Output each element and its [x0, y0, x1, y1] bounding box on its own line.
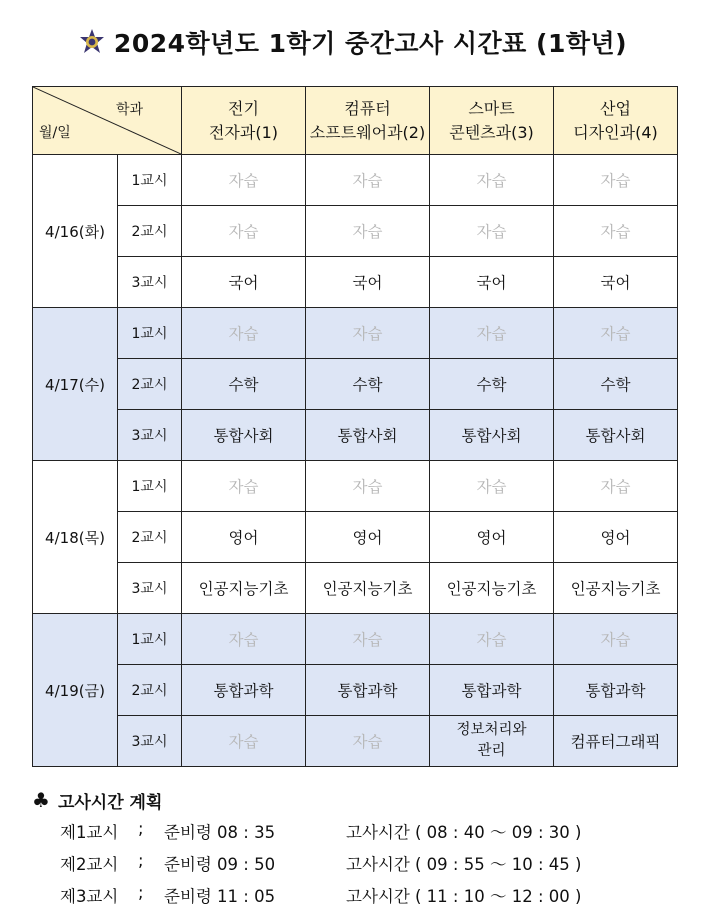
period-label: 제3교시: [60, 887, 119, 906]
period-cell: 1교시: [118, 308, 182, 359]
dept-header: 컴퓨터 소프트웨어과(2): [306, 87, 430, 155]
plan-row: [32, 815, 692, 846]
prep-time: 준비령 08 : 35: [164, 823, 276, 842]
subject-cell: 자습: [182, 308, 306, 359]
separator: ;: [138, 851, 144, 870]
period-cell: 3교시: [118, 410, 182, 461]
subject-cell: 자습: [182, 461, 306, 512]
period-cell: 1교시: [118, 614, 182, 665]
period-cell: 2교시: [118, 512, 182, 563]
corner-header: [33, 87, 182, 155]
subject-cell: 자습: [182, 614, 306, 665]
subject-cell: 인공지능기초: [554, 563, 678, 614]
subject-cell: 자습: [182, 206, 306, 257]
subject-cell: 통합사회: [182, 410, 306, 461]
dept-header: 산업 디자인과(4): [554, 87, 678, 155]
subject-cell: 국어: [306, 257, 430, 308]
table-row: [33, 410, 678, 461]
corner-label-dept: 학과: [115, 102, 143, 118]
subject-cell: 자습: [306, 206, 430, 257]
subject-cell: 자습: [306, 614, 430, 665]
subject-cell: 통합사회: [430, 410, 554, 461]
subject-cell: 통합과학: [554, 665, 678, 716]
dept-header: 전기 전자과(1): [182, 87, 306, 155]
period-label: 제1교시: [60, 823, 119, 842]
date-cell: 4/19(금): [33, 614, 118, 767]
diagonal-divider: [33, 87, 181, 154]
corner-label-date: 월/일: [39, 125, 71, 141]
date-cell: 4/17(수): [33, 308, 118, 461]
subject-cell: 영어: [182, 512, 306, 563]
date-cell: 4/18(목): [33, 461, 118, 614]
exam-timetable: [32, 86, 678, 767]
table-row: [33, 716, 678, 767]
subject-cell: 통합사회: [306, 410, 430, 461]
period-cell: 2교시: [118, 359, 182, 410]
subject-cell: 자습: [554, 155, 678, 206]
subject-cell: 자습: [182, 716, 306, 767]
club-icon: ♣: [32, 788, 50, 812]
table-row: [33, 155, 678, 206]
subject-cell: 정보처리와 관리: [430, 716, 554, 767]
subject-cell: 통합과학: [306, 665, 430, 716]
subject-cell: 자습: [430, 461, 554, 512]
subject-cell: 통합사회: [554, 410, 678, 461]
subject-cell: 수학: [306, 359, 430, 410]
subject-cell: 자습: [430, 308, 554, 359]
exam-time-plan: [32, 786, 692, 910]
subject-cell: 자습: [306, 461, 430, 512]
plan-row: [32, 847, 692, 878]
table-row: [33, 614, 678, 665]
subject-cell: 국어: [430, 257, 554, 308]
timetable-body: [33, 155, 678, 767]
subject-cell: 영어: [306, 512, 430, 563]
exam-time: 고사시간 ( 11 : 10 ～ 12 : 00 ): [346, 887, 582, 906]
school-emblem-icon: [78, 28, 106, 56]
title-bar: [0, 20, 705, 64]
header-row: [33, 87, 678, 155]
subject-cell: 컴퓨터그래픽: [554, 716, 678, 767]
subject-cell: 통합과학: [430, 665, 554, 716]
table-row: [33, 512, 678, 563]
subject-cell: 통합과학: [182, 665, 306, 716]
subject-cell: 수학: [430, 359, 554, 410]
separator: ;: [138, 819, 144, 838]
subject-cell: 영어: [554, 512, 678, 563]
subject-cell: 인공지능기초: [306, 563, 430, 614]
period-cell: 2교시: [118, 206, 182, 257]
subject-cell: 국어: [182, 257, 306, 308]
subject-cell: 자습: [430, 206, 554, 257]
subject-cell: 자습: [306, 716, 430, 767]
table-row: [33, 206, 678, 257]
period-cell: 1교시: [118, 155, 182, 206]
plan-row: [32, 879, 692, 910]
subject-cell: 영어: [430, 512, 554, 563]
page-title: 2024학년도 1학기 중간고사 시간표 (1학년): [113, 29, 628, 58]
subject-cell: 인공지능기초: [430, 563, 554, 614]
subject-cell: 자습: [554, 206, 678, 257]
period-cell: 3교시: [118, 716, 182, 767]
table-row: [33, 308, 678, 359]
subject-cell: 자습: [554, 614, 678, 665]
prep-time: 준비령 11 : 05: [164, 887, 276, 906]
period-cell: 2교시: [118, 665, 182, 716]
subject-cell: 자습: [430, 155, 554, 206]
subject-cell: 인공지능기초: [182, 563, 306, 614]
plan-title: 고사시간 계획: [57, 792, 163, 813]
subject-cell: 자습: [430, 614, 554, 665]
subject-cell: 자습: [306, 308, 430, 359]
table-row: [33, 461, 678, 512]
table-row: [33, 257, 678, 308]
period-cell: 3교시: [118, 257, 182, 308]
period-cell: 1교시: [118, 461, 182, 512]
period-label: 제2교시: [60, 855, 119, 874]
plan-heading: [32, 786, 692, 814]
subject-cell: 자습: [182, 155, 306, 206]
table-row: [33, 359, 678, 410]
exam-time: 고사시간 ( 08 : 40 ～ 09 : 30 ): [346, 823, 582, 842]
subject-cell: 국어: [554, 257, 678, 308]
subject-cell: 자습: [554, 308, 678, 359]
date-cell: 4/16(화): [33, 155, 118, 308]
table-row: [33, 665, 678, 716]
subject-cell: 자습: [554, 461, 678, 512]
separator: ;: [138, 883, 144, 902]
period-cell: 3교시: [118, 563, 182, 614]
dept-header: 스마트 콘텐츠과(3): [430, 87, 554, 155]
exam-time: 고사시간 ( 09 : 55 ～ 10 : 45 ): [346, 855, 582, 874]
prep-time: 준비령 09 : 50: [164, 855, 276, 874]
subject-cell: 수학: [182, 359, 306, 410]
table-row: [33, 563, 678, 614]
subject-cell: 수학: [554, 359, 678, 410]
subject-cell: 자습: [306, 155, 430, 206]
